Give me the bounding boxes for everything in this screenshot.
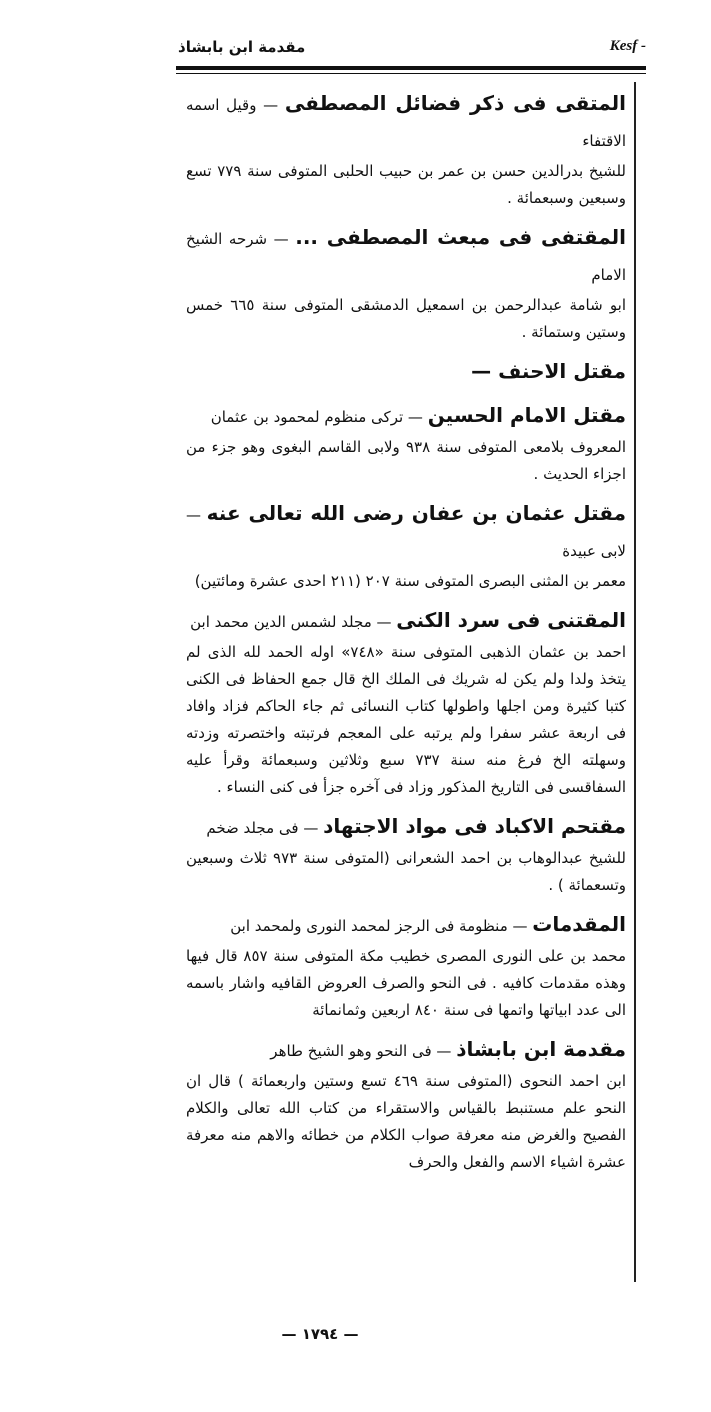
- entry-body: معمر بن المثنى البصرى المتوفى سنة ٢٠٧ (٢١١ احدى عشرة ومائتين): [194, 572, 626, 590]
- entry-title-rest: — تركى منظوم لمحمود بن عثمان: [210, 408, 428, 426]
- entry-heading: [186, 86, 626, 158]
- entry-body: احمد بن عثمان الذهبى المتوفى سنة «٧٤٨» اوله الحمد لله الذى لم يتخذ ولدا ولم يكن له شريك فى الملك الخ قال جمع الحفاظ فى الكنى كتبا كثيرة ومن اجلها واطولها كتاب النسائى ثم جاء الحاكم فزاد وافاد فى اربعة عشر سفرا ولم يرتبه على المعجم فرتبته واختصرته وزدته وسهلته الخ فرغ منه سنة ٧٣٧ سبع وثلاثين وسبعمائة وقرأ عليه السفاقسى فى التاريخ المذكور وزاد فى آخره جزأ فى كنى النساء .: [186, 643, 626, 796]
- header-rule-thick: [176, 66, 646, 70]
- entry-heading: [186, 809, 626, 845]
- entry-heading: [186, 398, 626, 434]
- entry-title: المقدمات: [532, 912, 626, 936]
- header-rule-thin: [176, 73, 646, 74]
- entry-3: [186, 354, 626, 390]
- entry-title-rest: — منظومة فى الرجز لمحمد النورى ولمحمد ابن: [230, 917, 533, 935]
- running-title: مقدمة ابن بابشاذ: [178, 38, 306, 56]
- entry-body: محمد بن على النورى المصرى خطيب مكة المتوفى سنة ٨٥٧ قال فيها وهذه مقدمات كافيه . فى النحو والصرف العروض القافيه واشار باسمه الى عدد ابياتها واتمها فى سنة ٨٤٠ اربعين وثمانمائة: [186, 947, 626, 1019]
- entry-title: المتقى فى ذكر فضائل المصطفى: [284, 91, 626, 115]
- entry-7: [186, 809, 626, 899]
- entry-heading: [186, 603, 626, 639]
- column-label: Kesf -: [609, 38, 646, 54]
- entry-heading: [186, 496, 626, 568]
- entry-heading: [186, 354, 626, 390]
- entry-heading: [186, 220, 626, 292]
- entry-title: مقتحم الاكباد فى مواد الاجتهاد: [323, 814, 626, 838]
- entry-body: المعروف بلامعى المتوفى سنة ٩٣٨ ولابى القاسم البغوى وهو جزء من اجزاء الحديث .: [186, 438, 626, 483]
- entry-title-rest: — لابى عبيدة: [186, 506, 626, 560]
- entry-title: مقتل الامام الحسين: [427, 403, 626, 427]
- entry-5: [186, 496, 626, 595]
- entry-body: للشيخ بدرالدين حسن بن عمر بن حبيب الحلبى المتوفى سنة ٧٧٩ تسع وسبعين وسبعمائة .: [186, 162, 626, 207]
- entry-6: [186, 603, 626, 801]
- margin-rule: [634, 82, 636, 1282]
- entry-2: [186, 220, 626, 346]
- entry-title-rest: — مجلد لشمس الدين محمد ابن: [190, 613, 397, 631]
- entry-title: مقتل عثمان بن عفان رضى الله تعالى عنه: [206, 501, 626, 525]
- entry-8: [186, 907, 626, 1024]
- entry-9: [186, 1032, 626, 1176]
- entry-4: [186, 398, 626, 488]
- page-header: [176, 38, 646, 62]
- entry-title: المقتفى فى مبعث المصطفى ...: [295, 225, 626, 249]
- page-content: [186, 86, 626, 1306]
- entry-body: ابو شامة عبدالرحمن بن اسمعيل الدمشقى المتوفى سنة ٦٦٥ خمس وستين وستمائة .: [186, 296, 626, 341]
- entry-title: مقتل الاحنف —: [471, 359, 626, 383]
- entry-title: المقتنى فى سرد الكنى: [396, 608, 626, 632]
- entry-1: [186, 86, 626, 212]
- entry-title-rest: — شرحه الشيخ الامام: [186, 230, 626, 284]
- entry-title-rest: — وقيل اسمه الاقتفاء: [186, 96, 626, 150]
- entry-heading: [186, 907, 626, 943]
- entry-title-rest: — فى مجلد ضخم: [206, 819, 324, 837]
- entry-heading: [186, 1032, 626, 1068]
- entry-title-rest: — فى النحو وهو الشيخ طاهر: [270, 1042, 457, 1060]
- entry-body: ابن احمد النحوى (المتوفى سنة ٤٦٩ تسع وستين واربعمائة ) قال ان النحو علم مستنبط بالقياس والاستقراء من كتاب الله تعالى والكلام الفصيح والغرض منه معرفة صواب الكلام من خطائه والاهم منه معرفة عشرة اشياء الاسم والفعل والحرف: [186, 1072, 626, 1171]
- entry-title: مقدمة ابن بابشاذ: [456, 1037, 626, 1061]
- page-number: — ١٧٩٤ —: [281, 1325, 359, 1343]
- entry-body: للشيخ عبدالوهاب بن احمد الشعرانى (المتوفى سنة ٩٧٣ ثلاث وسبعين وتسعمائة ) .: [186, 849, 626, 894]
